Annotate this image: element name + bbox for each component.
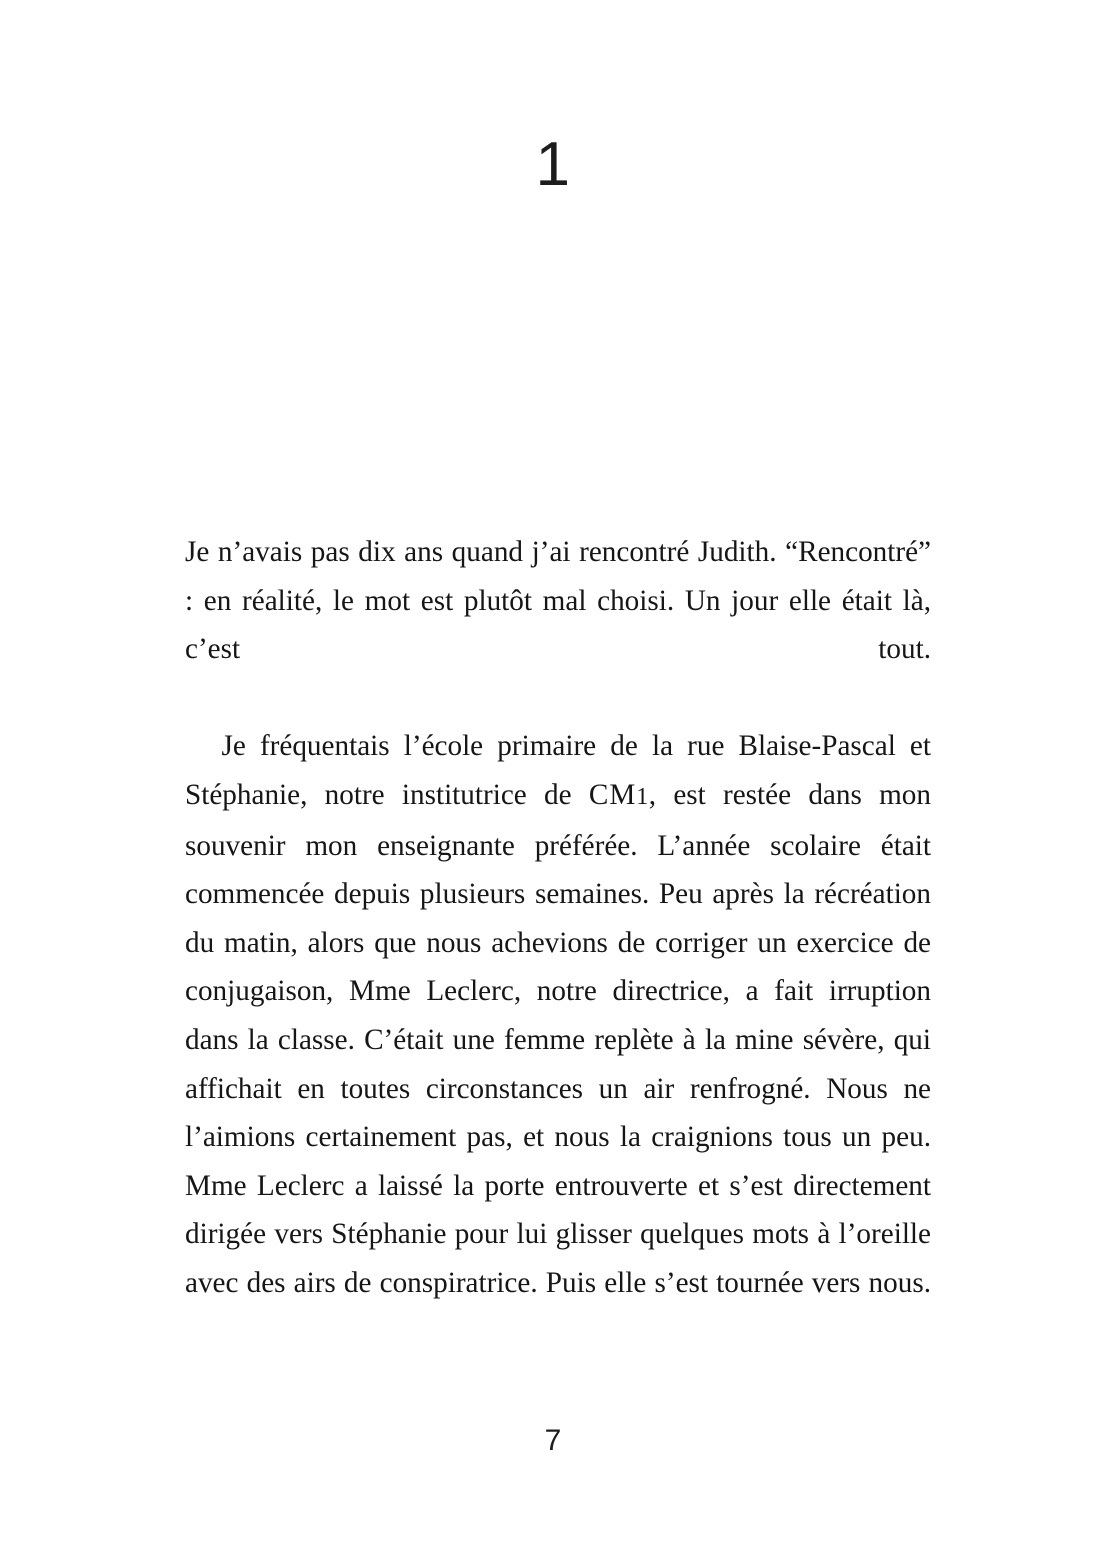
smallcaps-grade-figure: 1 <box>636 783 649 810</box>
page-number: 7 <box>544 1424 562 1457</box>
body-paragraph-1: Je n’avais pas dix ans quand j’ai rencontré Judith. “Rencontré” : en réalité, le mot est plutôt mal choisi. Un jour elle était là, c’est tout. <box>185 536 931 666</box>
paragraph-2-text-before-smallcaps: Je fréquentais l’école primaire de la rue Blaise-Pascal et Stéphanie, notre institutrice de <box>185 730 931 811</box>
chapter-number: 1 <box>535 130 571 199</box>
body-paragraph-2 <box>185 722 931 1356</box>
body-text-block <box>185 528 931 1356</box>
smallcaps-grade-letters: CM <box>588 778 637 811</box>
paragraph-2-text-after-smallcaps: , est restée dans mon souvenir mon enseignante préférée. L’année scolaire était commencée depuis plusieurs semaines. Peu après la récréation du matin, alors que nous achevions de corriger un exercice de conjugaison, Mme Leclerc, notre directrice, a fait irruption dans la classe. C’était une femme replète à la mine sévère, qui affichait en toutes circonstances un air renfrogné. Nous ne l’aimions certainement pas, et nous la craignions tous un peu. Mme Leclerc a laissé la porte entrouverte et s’est directement dirigée vers Stéphanie pour lui glisser quelques mots à l’oreille avec des airs de conspiratrice. Puis elle s’est tournée vers nous. <box>185 778 931 1299</box>
